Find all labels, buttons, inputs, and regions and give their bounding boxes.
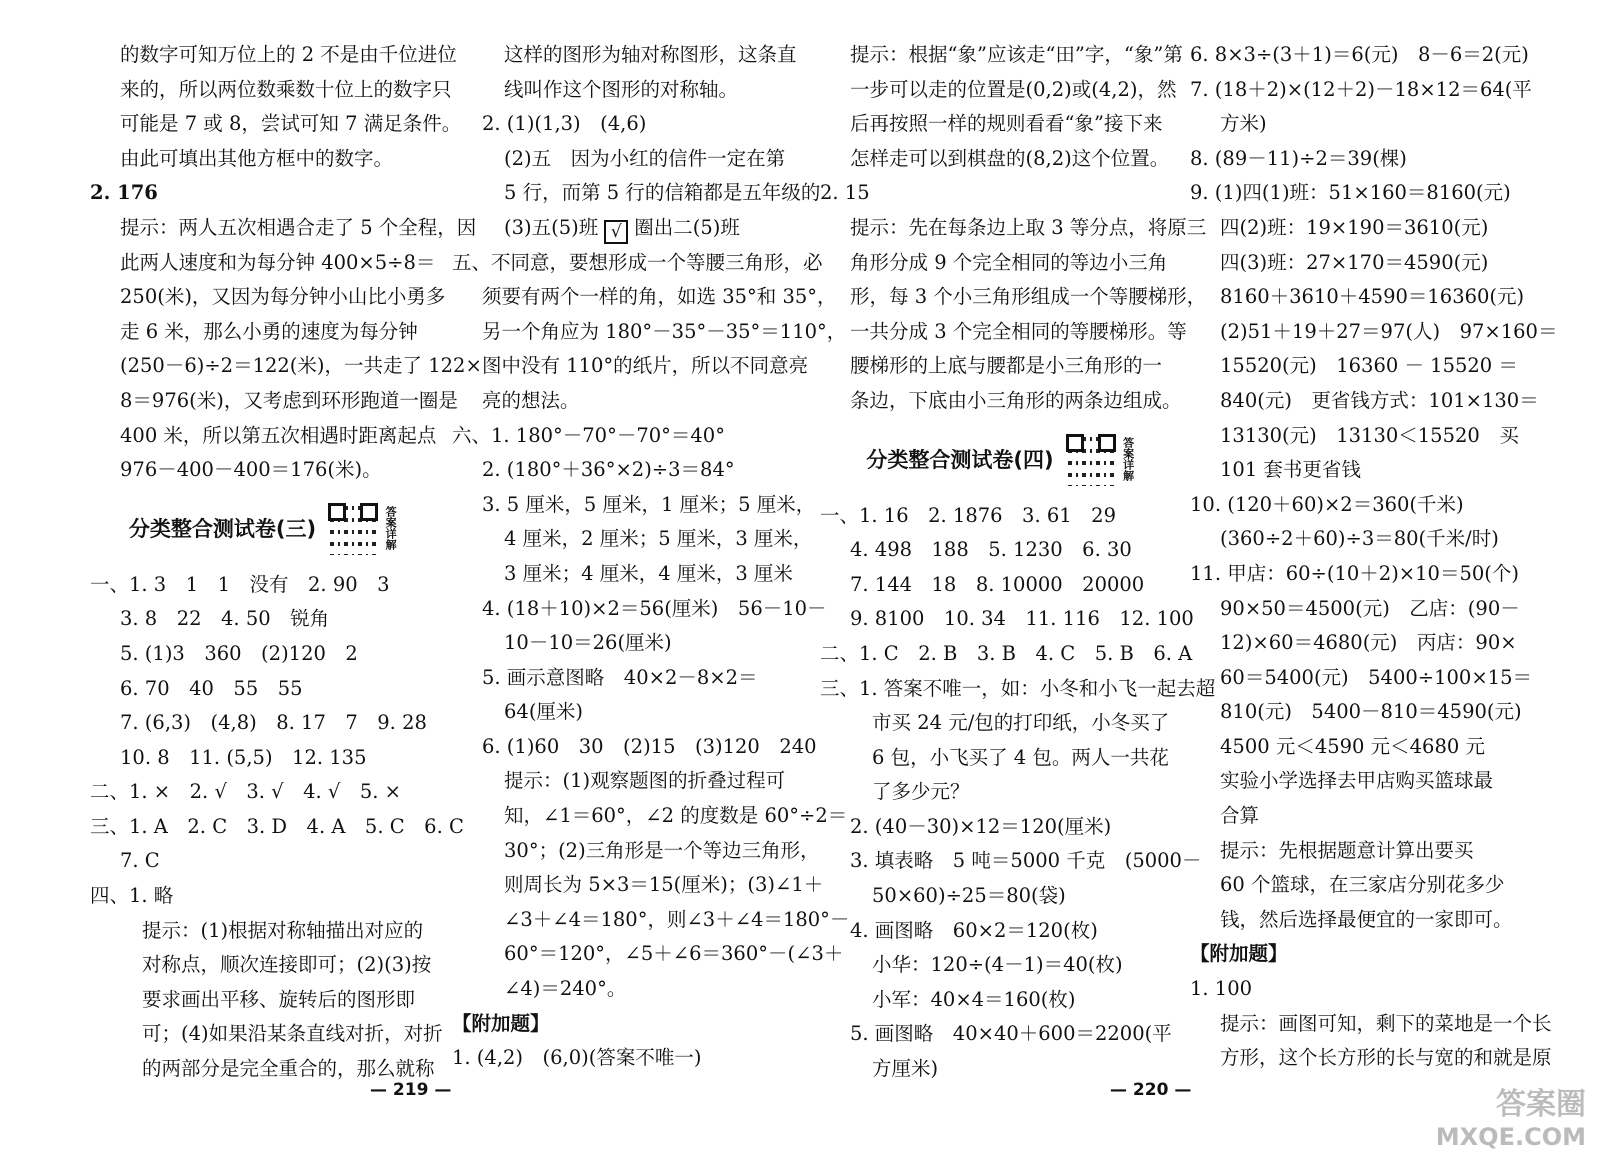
text-line: 方厘米) — [872, 1057, 939, 1081]
page-number-right: — 220 — — [1110, 1080, 1192, 1100]
text-line: 10. 8 11. (5,5) 12. 135 — [120, 745, 367, 769]
text-line: 4. (18＋10)×2＝56(厘米) 56－10－ — [482, 596, 827, 620]
text-line: 976－400－400＝176(米)。 — [120, 458, 382, 482]
text-line: 由此可填出其他方框中的数字。 — [120, 146, 394, 170]
text-line: 合算 — [1220, 804, 1260, 828]
text-line: 【附加题】 — [1190, 942, 1288, 966]
text-line: 8160＋3610＋4590＝16360(元) — [1220, 285, 1525, 309]
column-4 — [1190, 38, 1560, 1076]
text-line: 60＝5400(元) 5400÷100×15＝ — [1220, 665, 1532, 689]
text-line: 可；(4)如果沿某条直线对折，对折 — [142, 1022, 443, 1046]
text-line: 六、1. 180°－70°－70°＝40° — [452, 423, 725, 447]
text-line: 亮的想法。 — [482, 388, 580, 412]
text-line: 10. (120＋60)×2＝360(千米) — [1190, 492, 1464, 516]
text-line: 三、1. 答案不唯一，如：小冬和小飞一起去超 — [820, 676, 1216, 700]
text-line: 提示：(1)根据对称轴描出对应的 — [142, 918, 424, 942]
text-line: 四、1. 略 — [90, 884, 174, 908]
text-line: 图中没有 110°的纸片，所以不同意亮 — [482, 354, 809, 378]
text-line: 三、1. A 2. C 3. D 4. A 5. C 6. C — [90, 814, 464, 838]
text-line: 提示：画图可知，剩下的菜地是一个长 — [1220, 1011, 1552, 1035]
text-line: 7. C — [120, 849, 160, 873]
text-line: 一、1. 3 1 1 没有 2. 90 3 — [90, 572, 390, 596]
text-line: 101 套书更省钱 — [1220, 458, 1361, 482]
text-line: 方形，这个长方形的长与宽的和就是原 — [1220, 1046, 1552, 1070]
text-line: 后再按照一样的规则看看“象”接下来 — [850, 112, 1163, 136]
text-line: 【附加题】 — [452, 1011, 550, 1035]
text-line: 15520(元) 16360 － 15520 ＝ — [1220, 354, 1518, 378]
text-line: 7. (18＋2)×(12＋2)－18×12＝64(平 — [1190, 77, 1532, 101]
text-line: 方米) — [1220, 112, 1267, 136]
text-line: 提示：先根据题意计算出要买 — [1220, 838, 1474, 862]
text-line: 形，每 3 个小三角形组成一个等腰梯形， — [850, 285, 1207, 309]
text-line: 8. (89－11)÷2＝39(棵) — [1190, 146, 1407, 170]
text-line: 3. 8 22 4. 50 锐角 — [120, 607, 330, 631]
text-line: 13130(元) 13130＜15520 买 — [1220, 423, 1519, 447]
text-line: 二、1. C 2. B 3. B 4. C 5. B 6. A — [820, 641, 1193, 665]
text-line: (360÷2＋60)÷3＝80(千米/时) — [1220, 527, 1499, 551]
text-line: 5 行，而第 5 行的信箱都是五年级的 — [504, 181, 821, 205]
text-line: 的数字可知万位上的 2 不是由千位进位 — [120, 43, 457, 66]
section-title-test-4 — [820, 419, 1180, 499]
qr-code-icon[interactable] — [1064, 432, 1118, 486]
text-line: 3 厘米；4 厘米，4 厘米，3 厘米 — [504, 561, 793, 585]
text-line: 1. 100 — [1190, 977, 1253, 1001]
qr-caption: 答案详解 — [1121, 436, 1135, 481]
text-line: 二、1. × 2. √ 3. √ 4. √ 5. × — [90, 780, 401, 804]
text-line: 要求画出平移、旋转后的图形即 — [142, 987, 416, 1011]
text-line: 9. 8100 10. 34 11. 116 12. 100 — [850, 607, 1194, 631]
column-3-top-lines — [820, 38, 1207, 419]
text-line: 提示：根据“象”应该走“田”字，“象”第 — [850, 43, 1183, 66]
answer-text: (3)五(5)班 — [504, 215, 599, 239]
text-line: 7. (6,3) (4,8) 8. 17 7 9. 28 — [120, 711, 427, 735]
text-line: 怎样走可以到棋盘的(8,2)这个位置。 — [850, 146, 1170, 170]
watermark-text-bottom: MXQE.COM — [1435, 1123, 1586, 1151]
text-line: 3. 5 厘米，5 厘米，1 厘米；5 厘米， — [482, 492, 816, 516]
text-line: 知，∠1＝60°，∠2 的度数是 60°÷2＝ — [504, 804, 848, 828]
section-title-test-3 — [90, 488, 435, 568]
text-line: 提示：(1)观察题图的折叠过程可 — [504, 769, 786, 793]
text-line: ∠3＋∠4＝180°，则∠3＋∠4＝180°－ — [504, 907, 850, 931]
text-line: ∠4)＝240°。 — [504, 977, 627, 1001]
text-line: 可能是 7 或 8，尝试可知 7 满足条件。 — [120, 112, 462, 136]
text-line: 5. 画图略 40×40＋600＝2200(平 — [850, 1022, 1172, 1046]
text-line: 小华：120÷(4－1)＝40(枚) — [872, 953, 1123, 977]
text-line: 了多少元？ — [872, 780, 970, 804]
page-number-left: — 219 — — [370, 1080, 452, 1100]
text-line: 2. (1)(1,3) (4,6) — [482, 112, 647, 136]
text-line: 提示：两人五次相遇合走了 5 个全程，因 — [120, 215, 477, 239]
text-line: 四(2)班：19×190＝3610(元) — [1220, 215, 1489, 239]
text-line: 这样的图形为轴对称图形，这条直 — [504, 43, 797, 66]
text-line: 线叫作这个图形的对称轴。 — [504, 77, 739, 101]
watermark-logo — [1436, 1079, 1586, 1151]
text-line: 一、1. 16 2. 1876 3. 61 29 — [820, 503, 1116, 527]
text-line: 400 米，所以第五次相遇时距离起点 — [120, 423, 437, 447]
text-line: 提示：先在每条边上取 3 等分点，将原三 — [850, 215, 1207, 239]
text-line: 另一个角应为 180°－35°－35°＝110°， — [482, 319, 847, 343]
text-line: 的两部分是完全重合的，那么就称 — [142, 1057, 435, 1081]
text-line: 840(元) 更省钱方式：101×130＝ — [1220, 388, 1539, 412]
text-line: 60°＝120°，∠5＋∠6＝360°－(∠3＋ — [504, 942, 844, 966]
text-line: 走 6 米，那么小勇的速度为每分钟 — [120, 319, 418, 343]
qr-caption: 答案详解 — [384, 505, 398, 550]
text-line: (2)51＋19＋27＝97(人) 97×160＝ — [1220, 319, 1558, 343]
text-line: 此两人速度和为每分钟 400×5÷8＝ — [120, 250, 436, 274]
text-line: 四(3)班：27×170＝4590(元) — [1220, 250, 1489, 274]
text-line: 810(元) 5400－810＝4590(元) — [1220, 700, 1522, 724]
column-3 — [820, 38, 1216, 1087]
text-line: 市买 24 元/包的打印纸，小冬买了 — [872, 711, 1170, 735]
text-line: 实验小学选择去甲店购买篮球最 — [1220, 769, 1494, 793]
text-line: 6. 70 40 55 55 — [120, 676, 303, 700]
qr-code-icon[interactable] — [326, 501, 380, 555]
watermark-text-top: 答案圈 — [1496, 1087, 1586, 1122]
text-line: 腰梯形的上底与腰都是小三角形的一 — [850, 354, 1163, 378]
text-line: 9. (1)四(1)班：51×160＝8160(元) — [1190, 181, 1511, 205]
text-line: 5. 画示意图略 40×2－8×2＝ — [482, 665, 758, 689]
text-line: 6. 8×3÷(3＋1)＝6(元) 8－6＝2(元) — [1190, 43, 1529, 66]
text-line: 4. 画图略 60×2＝120(枚) — [850, 918, 1098, 942]
section-title-text: 分类整合测试卷(三) — [128, 516, 317, 541]
text-line: 小军：40×4＝160(枚) — [872, 987, 1076, 1011]
text-line: 6. (1)60 30 (2)15 (3)120 240 — [482, 734, 817, 758]
text-line: 2. (40－30)×12＝120(厘米) — [850, 814, 1112, 838]
text-line: 则周长为 5×3＝15(厘米)；(3)∠1＋ — [504, 873, 824, 897]
text-line: 12)×60＝4680(元) 丙店：90× — [1220, 631, 1517, 655]
text-line: 64(厘米) — [504, 700, 584, 724]
text-line: 5. (1)3 360 (2)120 2 — [120, 641, 358, 665]
text-line: 10－10＝26(厘米) — [504, 631, 672, 655]
text-line: 6 包，小飞买了 4 包。两人一共花 — [872, 745, 1169, 769]
text-line: (2)五 因为小红的信件一定在第 — [504, 146, 786, 170]
column-2 — [452, 38, 850, 1076]
text-line: 4. 498 188 5. 1230 6. 30 — [850, 538, 1132, 562]
text-line: 50×60)÷25＝80(袋) — [872, 884, 1066, 908]
text-line: 4500 元＜4590 元＜4680 元 — [1220, 734, 1485, 758]
text-line: 30°；(2)三角形是一个等边三角形， — [504, 838, 820, 862]
column-1-top-lines — [90, 38, 482, 488]
text-line: 90×50＝4500(元) 乙店：(90－ — [1220, 596, 1520, 620]
answer-text: 圈出二(5)班 — [634, 215, 740, 239]
text-line: 3. 填表略 5 吨＝5000 千克 (5000－ — [850, 849, 1202, 873]
column-3-bottom-lines — [820, 499, 1216, 1087]
checkbox-answer-line — [452, 211, 802, 246]
text-line: 对称点，顺次连接即可；(2)(3)按 — [142, 953, 432, 977]
text-line: 11. 甲店：60÷(10＋2)×10＝50(个) — [1190, 561, 1519, 585]
text-line: 来的，所以两位数乘数十位上的数字只 — [120, 77, 452, 101]
text-line: 条边，下底由小三角形的两条边组成。 — [850, 388, 1182, 412]
text-line: 一共分成 3 个完全相同的等腰梯形。等 — [850, 319, 1187, 343]
text-line: 角形分成 9 个完全相同的等边小三角 — [850, 250, 1168, 274]
checkmark-box: √ — [604, 220, 628, 244]
text-line: 一步可以走的位置是(0,2)或(4,2)，然 — [850, 77, 1177, 101]
text-line: 1. (4,2) (6,0)(答案不唯一) — [452, 1046, 702, 1070]
column-1 — [90, 38, 482, 1087]
text-line: 60 个篮球，在三家店分别花多少 — [1220, 873, 1505, 897]
text-line: 2. (180°＋36°×2)÷3＝84° — [482, 458, 735, 482]
text-line: 须要有两个一样的角，如选 35°和 35°， — [482, 285, 837, 309]
column-1-bottom-lines — [90, 568, 464, 1087]
text-line: (250－6)÷2＝122(米)，一共走了 122× — [120, 354, 482, 378]
text-line: 2. 176 — [90, 181, 158, 205]
text-line: 钱，然后选择最便宜的一家即可。 — [1220, 907, 1513, 931]
text-line: 8＝976(米)，又考虑到环形跑道一圈是 — [120, 388, 458, 412]
column-2-bottom-lines — [452, 246, 850, 1076]
text-line: 2. 15 — [820, 181, 870, 205]
column-2-top-lines — [452, 38, 821, 211]
text-line: 4 厘米，2 厘米；5 厘米，3 厘米， — [504, 527, 813, 551]
text-line: 7. 144 18 8. 10000 20000 — [850, 572, 1145, 596]
section-title-text: 分类整合测试卷(四) — [866, 447, 1054, 472]
text-line: 250(米)，又因为每分钟小山比小勇多 — [120, 285, 446, 309]
column-4-lines — [1190, 38, 1560, 1076]
text-line: 五、不同意，要想形成一个等腰三角形，必 — [452, 250, 823, 274]
